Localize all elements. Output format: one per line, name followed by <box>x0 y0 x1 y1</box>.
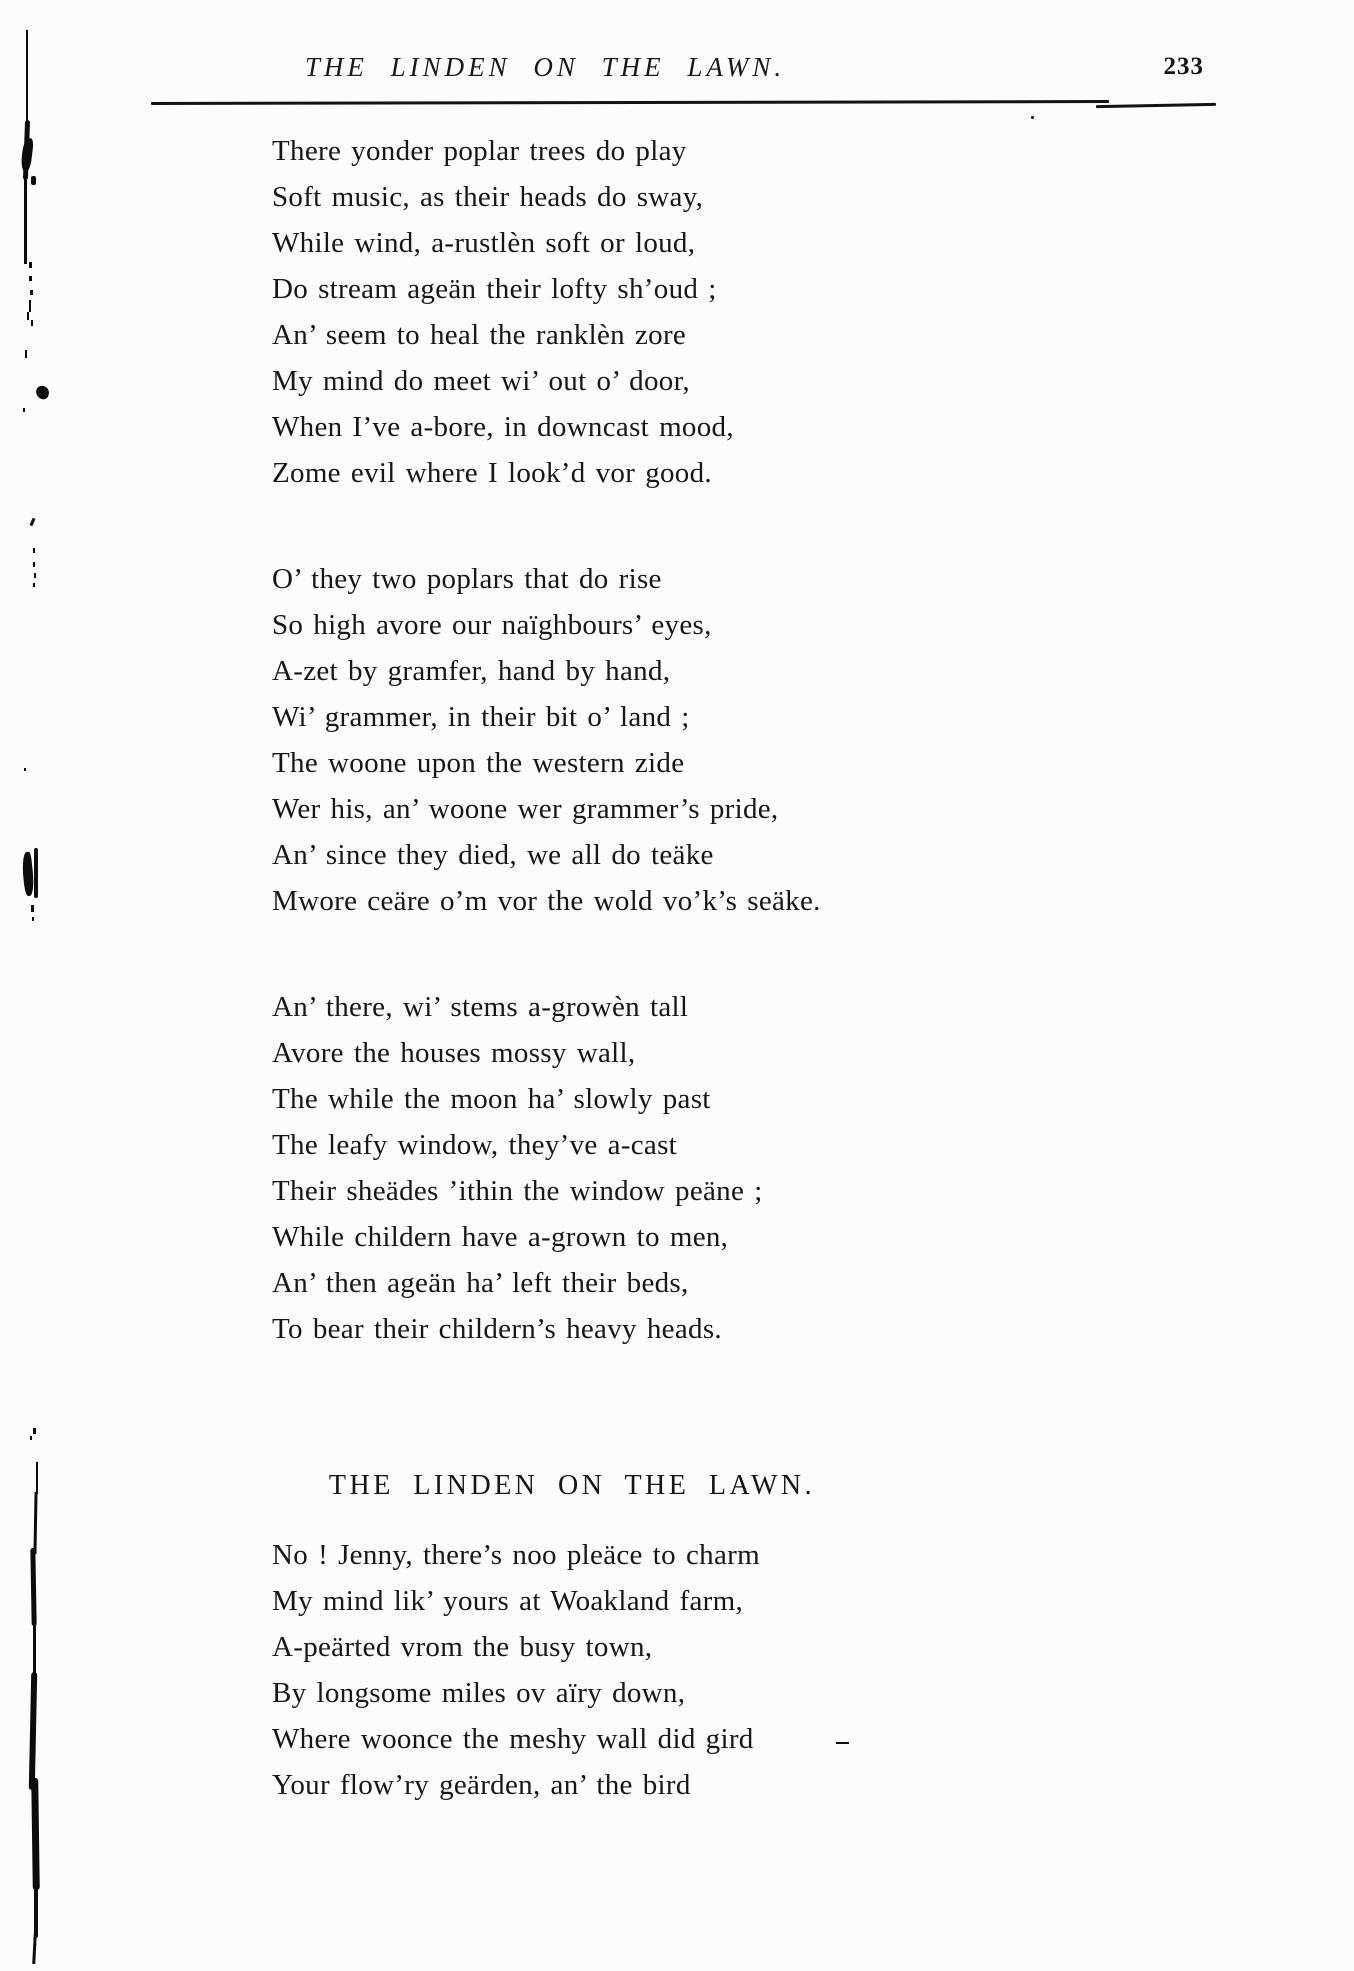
verse-line: No ! Jenny, there’s noo pleäce to charm <box>272 1539 760 1571</box>
verse-line: By longsome miles ov aïry down, <box>272 1677 686 1709</box>
verse-line: Avore the houses mossy wall, <box>272 1037 636 1069</box>
verse-line: Soft music, as their heads do sway, <box>272 181 704 213</box>
scan-artifact <box>31 320 33 326</box>
scan-artifact <box>33 1492 37 1554</box>
scan-artifact <box>32 1934 37 1964</box>
scan-artifact <box>31 905 34 912</box>
scan-artifact <box>33 1428 36 1434</box>
header-rule <box>151 100 1109 105</box>
stanza-3 <box>272 984 872 1352</box>
verse-line: Do stream ageän their lofty sh’oud ; <box>272 273 717 305</box>
scan-artifact <box>31 176 36 185</box>
scan-artifact <box>30 290 33 295</box>
scan-artifact <box>1031 116 1034 119</box>
verse-line: When I’ve a-bore, in downcast mood, <box>272 411 734 443</box>
verse-line: Zome evil where I look’d vor good. <box>272 457 712 489</box>
verse-line: A-zet by gramfer, hand by hand, <box>272 655 671 687</box>
verse-line: The leafy window, they’ve a-cast <box>272 1129 678 1161</box>
verse-line: A-peärted vrom the busy town, <box>272 1631 653 1663</box>
verse-line: An’ since they died, we all do teäke <box>272 839 714 871</box>
verse-line: There yonder poplar trees do play <box>272 135 687 167</box>
scan-artifact <box>20 138 34 173</box>
verse-line: To bear their childern’s heavy heads. <box>272 1313 722 1345</box>
header-rule-dash <box>1096 103 1216 108</box>
verse-line: Wer his, an’ woone wer grammer’s pride, <box>272 793 779 825</box>
scan-artifact <box>34 1880 38 1938</box>
scan-artifact <box>33 548 35 553</box>
verse-line: The woone upon the western zide <box>272 747 685 779</box>
verse-line: Wi’ grammer, in their bit o’ land ; <box>272 701 690 733</box>
poem-content <box>272 128 872 1868</box>
scan-artifact <box>23 408 25 412</box>
scan-artifact <box>31 1778 40 1890</box>
scan-artifact <box>27 312 29 320</box>
verse-line: While childern have a-grown to men, <box>272 1221 729 1253</box>
verse-line: The while the moon ha’ slowly past <box>272 1083 711 1115</box>
scan-artifact <box>34 848 38 898</box>
scan-artifact <box>33 562 35 567</box>
stanza-2 <box>272 556 872 924</box>
scan-artifact <box>32 917 34 921</box>
verse-line: Your flow’ry geärden, an’ the bird <box>272 1769 691 1801</box>
scan-artifact <box>29 276 32 281</box>
scan-artifact <box>33 583 35 587</box>
scan-artifact <box>34 573 36 578</box>
poem-title: THE LINDEN ON THE LAWN. <box>328 1470 816 1501</box>
scan-artifact <box>36 1462 38 1494</box>
stanza-4 <box>272 1532 872 1808</box>
stanza-1 <box>272 128 872 496</box>
verse-line: An’ then ageän ha’ left their beds, <box>272 1267 689 1299</box>
verse-line: Where woonce the meshy wall did gird <box>272 1723 754 1755</box>
verse-line: O’ they two poplars that do rise <box>272 563 662 595</box>
verse-line: An’ there, wi’ stems a-growèn tall <box>272 991 689 1023</box>
scan-artifact <box>29 1672 37 1790</box>
verse-line: An’ seem to heal the ranklèn zore <box>272 319 687 351</box>
verse-line: My mind do meet wi’ out o’ door, <box>272 365 690 397</box>
verse-line: While wind, a-rustlèn soft or loud, <box>272 227 696 259</box>
verse-line: So high avore our naïghbours’ eyes, <box>272 609 712 641</box>
verse-line: Their sheädes ’ithin the window peäne ; <box>272 1175 763 1207</box>
scan-artifact <box>29 300 31 312</box>
scan-artifact <box>24 172 27 264</box>
scan-artifact <box>25 350 27 358</box>
verse-line: Mwore ceäre o’m vor the wold vo’k’s seäke. <box>272 885 821 917</box>
running-title: THE LINDEN ON THE LAWN. <box>304 52 786 82</box>
verse-line: My mind lik’ yours at Woakland farm, <box>272 1585 744 1617</box>
scan-artifact <box>30 518 36 527</box>
scan-artifact <box>30 1436 32 1440</box>
scan-artifact <box>24 768 26 771</box>
scan-artifact <box>29 262 32 268</box>
page-number: 233 <box>1163 53 1204 80</box>
scan-artifact <box>35 385 51 401</box>
